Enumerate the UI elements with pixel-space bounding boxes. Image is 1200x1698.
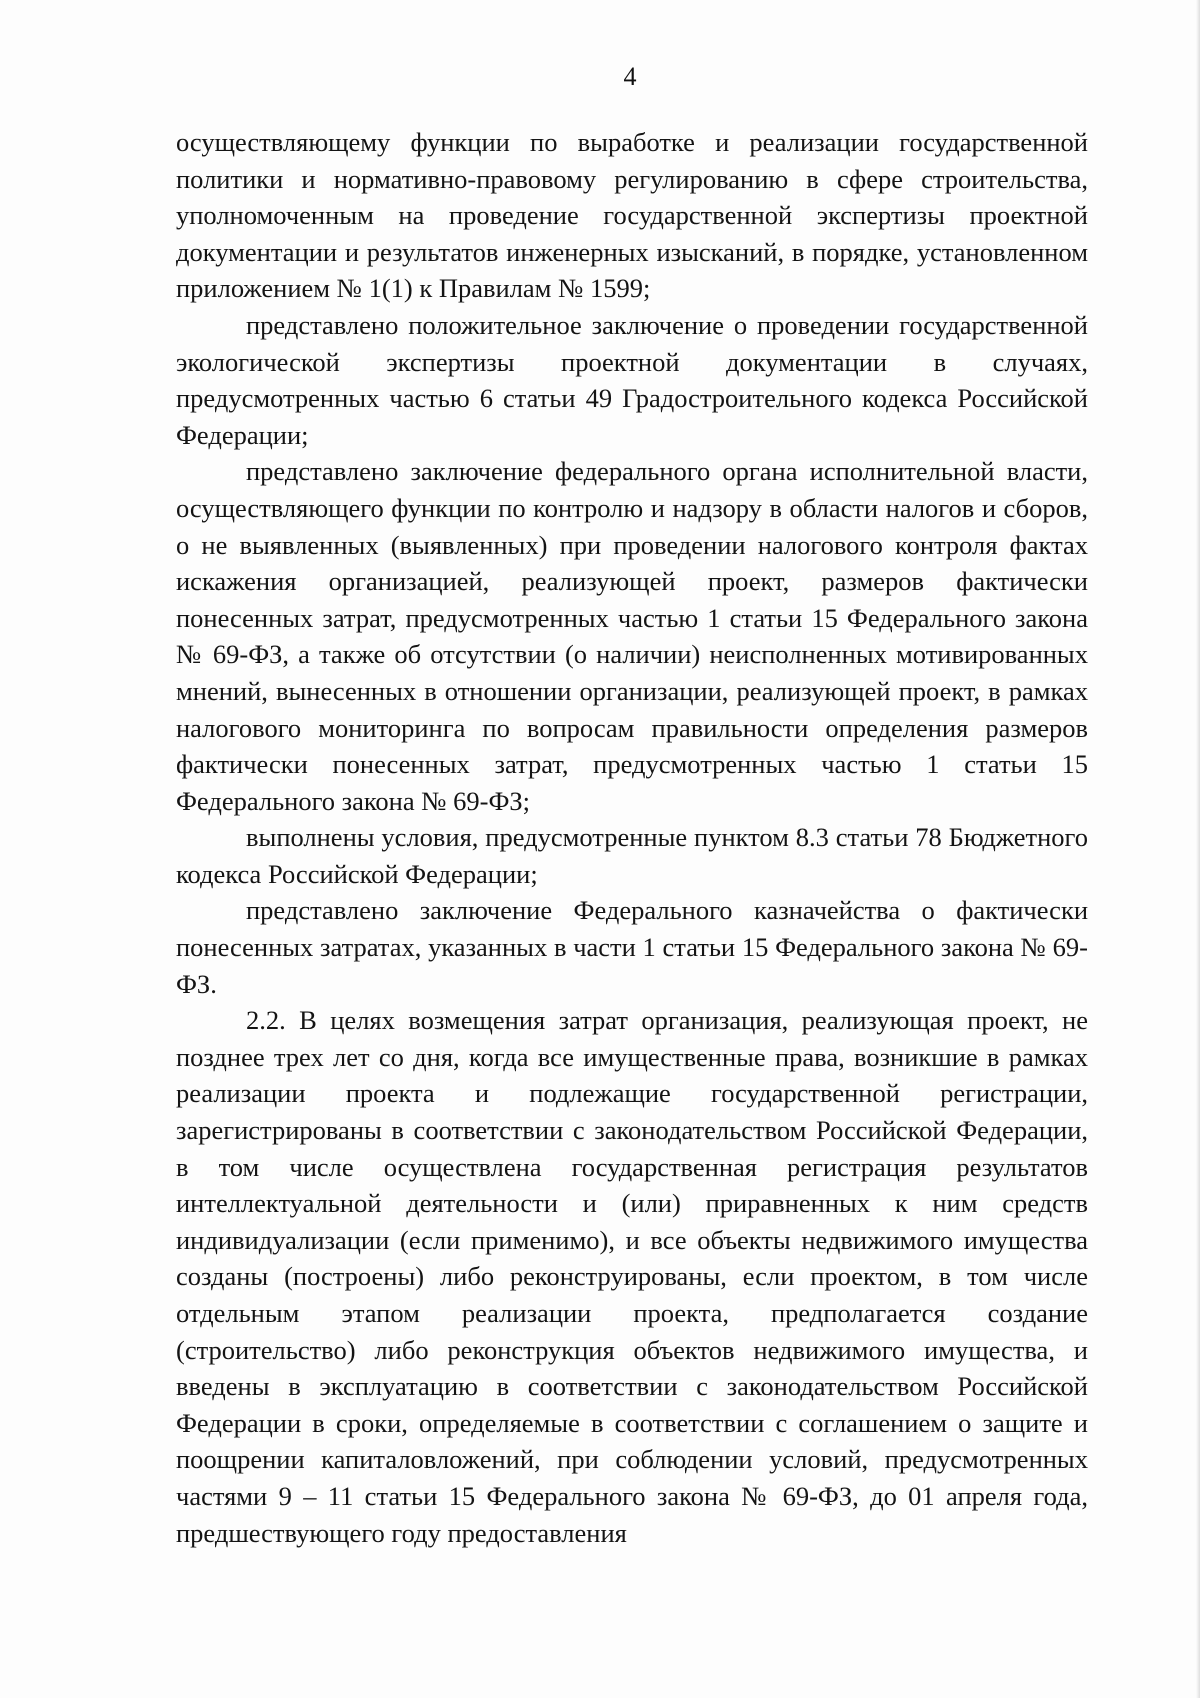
paragraph-3: представлено заключение федерального органа исполнительной власти, осуществляющего функции по контролю и надзору в области налогов и сборов, о не выявленных (выявленных) при проведении налогового контроля фактах искажения организацией, реализующей проект, размеров фактически понесенных затрат, предусмотренных частью 1 статьи 15 Федерального закона № 69-ФЗ, а также об отсутствии (о наличии) неисполненных мотивированных мнений, вынесенных в отношении организации, реализующей проект, в рамках налогового мониторинга по вопросам правильности определения размеров фактически понесенных затрат, предусмотренных частью 1 статьи 15 Федерального закона № 69-ФЗ; [176,456,1088,816]
paragraph-2: представлено положительное заключение о проведении государственной экологической экспертизы проектной документации в случаях, предусмотренных частью 6 статьи 49 Градостроительного кодекса Российской Федерации; [176,309,1088,450]
page-number: 4 [623,62,637,91]
paragraph-5: представлено заключение Федерального казначейства о фактически понесенных затратах, указанных в части 1 статьи 15 Федерального закона № 69-ФЗ. [176,895,1088,999]
paragraph-1: осуществляющему функции по выработке и реализации государственной политики и нормативно-правовому регулированию в сфере строительства, уполномоченным на проведение государственной экспертизы проектной документации и результатов инженерных изысканий, в порядке, установленном приложением № 1(1) к Правилам № 1599; [176,127,1088,304]
document-body [176,124,1088,1551]
paragraph-6: 2.2. В целях возмещения затрат организация, реализующая проект, не позднее трех лет со дня, когда все имущественные права, возникшие в рамках реализации проекта и подлежащие государственной регистрации, зарегистрированы в соответствии с законодательством Российской Федерации, в том числе осуществлена государственная регистрация результатов интеллектуальной деятельности и (или) приравненных к ним средств индивидуализации (если применимо), и все объекты недвижимого имущества созданы (построены) либо реконструированы, если проектом, в том числе отдельным этапом реализации проекта, предполагается создание (строительство) либо реконструкция объектов недвижимого имущества, и введены в эксплуатацию в соответствии с законодательством Российской Федерации в сроки, определяемые в соответствии с соглашением о защите и поощрении капиталовложений, при соблюдении условий, предусмотренных частями 9 – 11 статьи 15 Федерального закона № 69-ФЗ, до 01 апреля года, предшествующего году предоставления [176,1005,1088,1548]
paragraph-4: выполнены условия, предусмотренные пунктом 8.3 статьи 78 Бюджетного кодекса Российской Федерации; [176,822,1088,889]
page-edge-shadow [1196,0,1200,1698]
